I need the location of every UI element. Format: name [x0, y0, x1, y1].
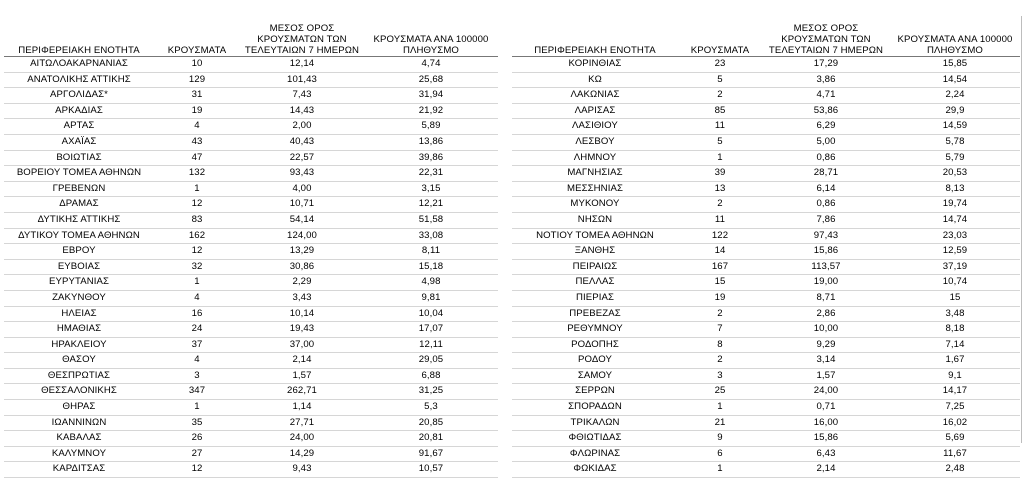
table-row [4, 72, 498, 88]
cell-per100k: 15,85 [890, 57, 1020, 73]
cell-avg7: 54,14 [240, 212, 364, 228]
cell-per100k: 17,07 [364, 322, 498, 338]
cell-avg7: 19,43 [240, 322, 364, 338]
cell-avg7: 2,14 [240, 353, 364, 369]
cell-avg7: 3,86 [762, 72, 890, 88]
cell-per100k: 51,58 [364, 212, 498, 228]
cell-cases: 1 [154, 181, 240, 197]
cell-cases: 3 [678, 368, 762, 384]
cell-avg7: 7,43 [240, 88, 364, 104]
cell-per100k: 5,78 [890, 134, 1020, 150]
cell-avg7: 15,86 [762, 431, 890, 447]
cell-cases: 2 [678, 197, 762, 213]
cell-region: ΣΑΜΟΥ [512, 368, 678, 384]
table-row [4, 415, 498, 431]
table-row [512, 431, 1020, 447]
cell-cases: 6 [678, 446, 762, 462]
cell-cases: 25 [678, 384, 762, 400]
table-row [4, 275, 498, 291]
cell-cases: 1 [678, 462, 762, 478]
cell-per100k: 2,24 [890, 88, 1020, 104]
table-row [512, 197, 1020, 213]
table-row [4, 244, 498, 260]
cell-region: ΕΥΒΟΙΑΣ [4, 259, 154, 275]
cell-cases: 12 [154, 244, 240, 260]
cell-per100k: 33,08 [364, 228, 498, 244]
cell-region: ΒΟΡΕΙΟΥ ΤΟΜΕΑ ΑΘΗΝΩΝ [4, 166, 154, 182]
cell-region: ΡΟΔΟΥ [512, 353, 678, 369]
cell-cases: 1 [154, 400, 240, 416]
cell-region: ΡΕΘΥΜΝΟΥ [512, 322, 678, 338]
table-row [4, 290, 498, 306]
cell-per100k: 29,05 [364, 353, 498, 369]
cell-cases: 23 [678, 57, 762, 73]
cell-avg7: 2,14 [762, 462, 890, 478]
cell-per100k: 9,81 [364, 290, 498, 306]
cell-region: ΔΥΤΙΚΟΥ ΤΟΜΕΑ ΑΘΗΝΩΝ [4, 228, 154, 244]
cell-per100k: 14,54 [890, 72, 1020, 88]
cell-region: ΓΡΕΒΕΝΩΝ [4, 181, 154, 197]
cell-per100k: 13,86 [364, 134, 498, 150]
cell-per100k: 6,88 [364, 368, 498, 384]
cell-cases: 122 [678, 228, 762, 244]
cell-cases: 2 [678, 353, 762, 369]
cell-region: ΠΡΕΒΕΖΑΣ [512, 306, 678, 322]
cell-region: ΠΕΛΛΑΣ [512, 275, 678, 291]
table-row [512, 228, 1020, 244]
cell-avg7: 7,86 [762, 212, 890, 228]
cell-avg7: 40,43 [240, 134, 364, 150]
cell-cases: 8 [678, 337, 762, 353]
cell-per100k: 16,02 [890, 415, 1020, 431]
cell-region: ΚΑΡΔΙΤΣΑΣ [4, 462, 154, 478]
table-row [512, 119, 1020, 135]
header-cases: ΚΡΟΥΣΜΑΤΑ [154, 16, 240, 57]
table-row [4, 197, 498, 213]
cell-region: ΑΙΤΩΛΟΑΚΑΡΝΑΝΙΑΣ [4, 57, 154, 73]
cell-region: ΚΩ [512, 72, 678, 88]
table-row [4, 181, 498, 197]
cell-cases: 27 [154, 446, 240, 462]
table-row [4, 259, 498, 275]
cell-cases: 85 [678, 103, 762, 119]
cell-per100k: 15 [890, 290, 1020, 306]
cell-per100k: 3,48 [890, 306, 1020, 322]
cell-per100k: 5,89 [364, 119, 498, 135]
cell-cases: 2 [678, 306, 762, 322]
cell-cases: 347 [154, 384, 240, 400]
cell-region: ΣΕΡΡΩΝ [512, 384, 678, 400]
cell-region: ΔΡΑΜΑΣ [4, 197, 154, 213]
cell-per100k: 9,1 [890, 368, 1020, 384]
cell-avg7: 5,00 [762, 134, 890, 150]
cell-region: ΛΑΚΩΝΙΑΣ [512, 88, 678, 104]
cell-avg7: 4,00 [240, 181, 364, 197]
cell-per100k: 12,11 [364, 337, 498, 353]
right-table-body [512, 57, 1020, 478]
cell-region: ΕΒΡΟΥ [4, 244, 154, 260]
cell-avg7: 9,43 [240, 462, 364, 478]
cell-avg7: 10,00 [762, 322, 890, 338]
cell-region: ΘΕΣΣΑΛΟΝΙΚΗΣ [4, 384, 154, 400]
cell-avg7: 113,57 [762, 259, 890, 275]
cell-cases: 4 [154, 290, 240, 306]
cell-per100k: 7,14 [890, 337, 1020, 353]
cell-cases: 39 [678, 166, 762, 182]
cell-avg7: 0,86 [762, 150, 890, 166]
cell-region: ΦΛΩΡΙΝΑΣ [512, 446, 678, 462]
cell-cases: 11 [678, 119, 762, 135]
table-row [4, 384, 498, 400]
table-row [512, 446, 1020, 462]
cell-avg7: 30,86 [240, 259, 364, 275]
table-row [512, 134, 1020, 150]
cell-per100k: 23,03 [890, 228, 1020, 244]
table-row [4, 103, 498, 119]
cell-per100k: 25,68 [364, 72, 498, 88]
cell-per100k: 8,13 [890, 181, 1020, 197]
cell-per100k: 91,67 [364, 446, 498, 462]
cell-per100k: 12,21 [364, 197, 498, 213]
cell-per100k: 5,3 [364, 400, 498, 416]
table-row [512, 72, 1020, 88]
cell-avg7: 3,14 [762, 353, 890, 369]
cell-per100k: 19,74 [890, 197, 1020, 213]
cell-cases: 167 [678, 259, 762, 275]
table-row [512, 368, 1020, 384]
cell-avg7: 10,14 [240, 306, 364, 322]
cell-avg7: 8,71 [762, 290, 890, 306]
cell-per100k: 29,9 [890, 103, 1020, 119]
cell-region: ΑΧΑΪΑΣ [4, 134, 154, 150]
cell-per100k: 14,59 [890, 119, 1020, 135]
cell-cases: 12 [154, 462, 240, 478]
cell-cases: 2 [678, 88, 762, 104]
table-row [512, 88, 1020, 104]
cell-region: ΚΑΛΥΜΝΟΥ [4, 446, 154, 462]
cell-region: ΒΟΙΩΤΙΑΣ [4, 150, 154, 166]
cell-avg7: 15,86 [762, 244, 890, 260]
header-row [4, 16, 498, 57]
cell-region: ΙΩΑΝΝΙΝΩΝ [4, 415, 154, 431]
cell-region: ΦΘΙΩΤΙΔΑΣ [512, 431, 678, 447]
table-row [512, 212, 1020, 228]
table-row [512, 353, 1020, 369]
table-row [4, 337, 498, 353]
cell-avg7: 16,00 [762, 415, 890, 431]
table-row [512, 322, 1020, 338]
table-row [512, 275, 1020, 291]
cell-region: ΑΡΚΑΔΙΑΣ [4, 103, 154, 119]
cell-region: ΛΗΜΝΟΥ [512, 150, 678, 166]
cell-per100k: 21,92 [364, 103, 498, 119]
table-row [4, 166, 498, 182]
cell-cases: 12 [154, 197, 240, 213]
left-table [4, 16, 498, 478]
cell-per100k: 31,94 [364, 88, 498, 104]
cell-per100k: 22,31 [364, 166, 498, 182]
cell-per100k: 39,86 [364, 150, 498, 166]
cell-cases: 7 [678, 322, 762, 338]
cell-region: ΝΟΤΙΟΥ ΤΟΜΕΑ ΑΘΗΝΩΝ [512, 228, 678, 244]
cell-avg7: 28,71 [762, 166, 890, 182]
cell-avg7: 262,71 [240, 384, 364, 400]
cell-cases: 129 [154, 72, 240, 88]
cell-avg7: 14,43 [240, 103, 364, 119]
table-row [512, 57, 1020, 73]
cell-region: ΜΑΓΝΗΣΙΑΣ [512, 166, 678, 182]
cell-per100k: 8,11 [364, 244, 498, 260]
cell-cases: 9 [678, 431, 762, 447]
table-row [4, 431, 498, 447]
cell-avg7: 9,29 [762, 337, 890, 353]
cell-avg7: 101,43 [240, 72, 364, 88]
table-row [4, 88, 498, 104]
header-cases: ΚΡΟΥΣΜΑΤΑ [678, 16, 762, 57]
cell-region: ΑΝΑΤΟΛΙΚΗΣ ΑΤΤΙΚΗΣ [4, 72, 154, 88]
cell-per100k: 10,74 [890, 275, 1020, 291]
table-row [512, 384, 1020, 400]
cell-region: ΦΩΚΙΔΑΣ [512, 462, 678, 478]
cell-region: ΤΡΙΚΑΛΩΝ [512, 415, 678, 431]
cell-per100k: 14,74 [890, 212, 1020, 228]
cell-region: ΡΟΔΟΠΗΣ [512, 337, 678, 353]
cell-avg7: 0,86 [762, 197, 890, 213]
cell-per100k: 37,19 [890, 259, 1020, 275]
cell-avg7: 0,71 [762, 400, 890, 416]
cell-region: ΘΗΡΑΣ [4, 400, 154, 416]
cell-per100k: 12,59 [890, 244, 1020, 260]
cell-per100k: 11,67 [890, 446, 1020, 462]
cell-avg7: 19,00 [762, 275, 890, 291]
cell-cases: 162 [154, 228, 240, 244]
cell-avg7: 124,00 [240, 228, 364, 244]
table-row [512, 415, 1020, 431]
cell-cases: 5 [678, 72, 762, 88]
cell-per100k: 10,57 [364, 462, 498, 478]
cell-cases: 24 [154, 322, 240, 338]
cell-region: ΚΟΡΙΝΘΙΑΣ [512, 57, 678, 73]
cell-avg7: 93,43 [240, 166, 364, 182]
cell-region: ΘΕΣΠΡΩΤΙΑΣ [4, 368, 154, 384]
cell-avg7: 2,86 [762, 306, 890, 322]
table-row [512, 150, 1020, 166]
table-row [512, 462, 1020, 478]
cell-region: ΠΕΙΡΑΙΩΣ [512, 259, 678, 275]
cell-avg7: 22,57 [240, 150, 364, 166]
header-row [512, 16, 1020, 57]
cell-region: ΜΕΣΣΗΝΙΑΣ [512, 181, 678, 197]
cell-avg7: 10,71 [240, 197, 364, 213]
table-row [4, 353, 498, 369]
cell-cases: 1 [678, 150, 762, 166]
cell-avg7: 12,14 [240, 57, 364, 73]
table-row [512, 290, 1020, 306]
cell-per100k: 4,74 [364, 57, 498, 73]
cell-per100k: 10,04 [364, 306, 498, 322]
cell-region: ΑΡΓΟΛΙΔΑΣ* [4, 88, 154, 104]
cell-avg7: 13,29 [240, 244, 364, 260]
cell-per100k: 31,25 [364, 384, 498, 400]
cell-per100k: 2,48 [890, 462, 1020, 478]
table-row [4, 400, 498, 416]
cell-region: ΔΥΤΙΚΗΣ ΑΤΤΙΚΗΣ [4, 212, 154, 228]
table-row [512, 166, 1020, 182]
table-row [512, 306, 1020, 322]
cell-avg7: 4,71 [762, 88, 890, 104]
cell-region: ΛΕΣΒΟΥ [512, 134, 678, 150]
table-row [512, 337, 1020, 353]
header-per100k: ΚΡΟΥΣΜΑΤΑ ΑΝΑ 100000 ΠΛΗΘΥΣΜΟ [890, 16, 1020, 57]
cell-region: ΜΥΚΟΝΟΥ [512, 197, 678, 213]
table-row [4, 212, 498, 228]
cell-cases: 32 [154, 259, 240, 275]
cell-cases: 11 [678, 212, 762, 228]
header-per100k: ΚΡΟΥΣΜΑΤΑ ΑΝΑ 100000 ΠΛΗΘΥΣΜΟ [364, 16, 498, 57]
cell-cases: 21 [678, 415, 762, 431]
table-row [4, 228, 498, 244]
cell-per100k: 8,18 [890, 322, 1020, 338]
cell-avg7: 1,57 [240, 368, 364, 384]
cell-region: ΣΠΟΡΑΔΩΝ [512, 400, 678, 416]
cell-region: ΝΗΣΩΝ [512, 212, 678, 228]
cell-avg7: 97,43 [762, 228, 890, 244]
cell-avg7: 1,14 [240, 400, 364, 416]
table-row [512, 103, 1020, 119]
cell-cases: 1 [678, 400, 762, 416]
cell-cases: 15 [678, 275, 762, 291]
table-row [4, 322, 498, 338]
cell-cases: 3 [154, 368, 240, 384]
cell-avg7: 24,00 [762, 384, 890, 400]
cell-cases: 4 [154, 353, 240, 369]
cell-per100k: 20,81 [364, 431, 498, 447]
table-row [512, 259, 1020, 275]
cell-region: ΑΡΤΑΣ [4, 119, 154, 135]
cell-avg7: 27,71 [240, 415, 364, 431]
table-row [4, 134, 498, 150]
cell-region: ΗΛΕΙΑΣ [4, 306, 154, 322]
cell-region: ΗΜΑΘΙΑΣ [4, 322, 154, 338]
cell-cases: 132 [154, 166, 240, 182]
table-row [512, 400, 1020, 416]
header-avg7: ΜΕΣΟΣ ΟΡΟΣ ΚΡΟΥΣΜΑΤΩΝ ΤΩΝ ΤΕΛΕΥΤΑΙΩΝ 7 ΗΜΕΡΩΝ [762, 16, 890, 57]
table-row [4, 150, 498, 166]
cell-cases: 47 [154, 150, 240, 166]
cell-cases: 83 [154, 212, 240, 228]
cell-cases: 16 [154, 306, 240, 322]
cell-avg7: 24,00 [240, 431, 364, 447]
cell-cases: 26 [154, 431, 240, 447]
cell-cases: 31 [154, 88, 240, 104]
table-row [512, 181, 1020, 197]
cell-avg7: 6,29 [762, 119, 890, 135]
cell-cases: 10 [154, 57, 240, 73]
cell-per100k: 15,18 [364, 259, 498, 275]
cell-per100k: 3,15 [364, 181, 498, 197]
cell-avg7: 14,29 [240, 446, 364, 462]
cell-cases: 19 [678, 290, 762, 306]
cell-avg7: 6,14 [762, 181, 890, 197]
cell-region: ΛΑΣΙΘΙΟΥ [512, 119, 678, 135]
cell-cases: 4 [154, 119, 240, 135]
cell-cases: 43 [154, 134, 240, 150]
header-region: ΠΕΡΙΦΕΡΕΙΑΚΗ ΕΝΟΤΗΤΑ [512, 16, 678, 57]
cell-per100k: 20,85 [364, 415, 498, 431]
table-row [4, 446, 498, 462]
table-row [4, 368, 498, 384]
cell-cases: 35 [154, 415, 240, 431]
cell-avg7: 1,57 [762, 368, 890, 384]
cell-region: ΚΑΒΑΛΑΣ [4, 431, 154, 447]
cell-region: ΖΑΚΥΝΘΟΥ [4, 290, 154, 306]
cell-avg7: 17,29 [762, 57, 890, 73]
table-row [512, 244, 1020, 260]
cell-cases: 37 [154, 337, 240, 353]
cell-cases: 19 [154, 103, 240, 119]
left-table-body [4, 57, 498, 478]
cell-cases: 13 [678, 181, 762, 197]
cell-region: ΘΑΣΟΥ [4, 353, 154, 369]
table-row [4, 462, 498, 478]
cell-avg7: 6,43 [762, 446, 890, 462]
cell-region: ΛΑΡΙΣΑΣ [512, 103, 678, 119]
cell-avg7: 37,00 [240, 337, 364, 353]
table-right-border [1021, 16, 1022, 443]
cell-avg7: 2,00 [240, 119, 364, 135]
cell-region: ΞΑΝΘΗΣ [512, 244, 678, 260]
cell-per100k: 5,69 [890, 431, 1020, 447]
cell-per100k: 4,98 [364, 275, 498, 291]
cell-per100k: 5,79 [890, 150, 1020, 166]
header-avg7: ΜΕΣΟΣ ΟΡΟΣ ΚΡΟΥΣΜΑΤΩΝ ΤΩΝ ΤΕΛΕΥΤΑΙΩΝ 7 ΗΜΕΡΩΝ [240, 16, 364, 57]
cell-region: ΠΙΕΡΙΑΣ [512, 290, 678, 306]
table-row [4, 57, 498, 73]
cell-region: ΗΡΑΚΛΕΙΟΥ [4, 337, 154, 353]
table-row [4, 119, 498, 135]
header-region: ΠΕΡΙΦΕΡΕΙΑΚΗ ΕΝΟΤΗΤΑ [4, 16, 154, 57]
cell-per100k: 7,25 [890, 400, 1020, 416]
cell-per100k: 1,67 [890, 353, 1020, 369]
cell-per100k: 14,17 [890, 384, 1020, 400]
cell-avg7: 53,86 [762, 103, 890, 119]
cell-avg7: 3,43 [240, 290, 364, 306]
table-row [4, 306, 498, 322]
cell-cases: 1 [154, 275, 240, 291]
cell-region: ΕΥΡΥΤΑΝΙΑΣ [4, 275, 154, 291]
cell-avg7: 2,29 [240, 275, 364, 291]
cell-cases: 5 [678, 134, 762, 150]
right-table [512, 16, 1020, 478]
cell-cases: 14 [678, 244, 762, 260]
cell-per100k: 20,53 [890, 166, 1020, 182]
